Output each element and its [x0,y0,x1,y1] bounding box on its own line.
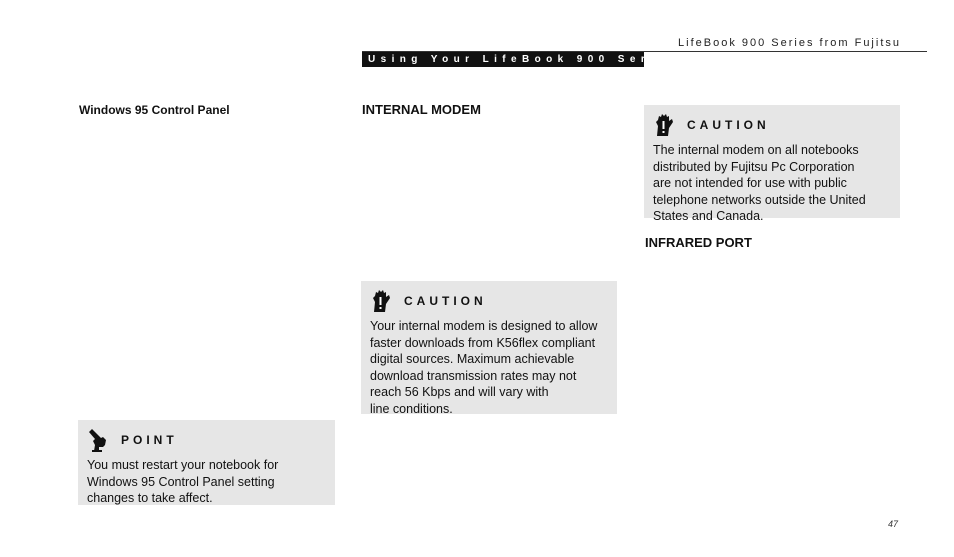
note-line: are not intended for use with public [653,176,847,190]
caution-hand-icon [370,289,392,313]
running-header-title: LifeBook 900 Series from Fujitsu [678,37,901,49]
note-line: The internal modem on all notebooks [653,143,859,157]
note-line: Windows 95 Control Panel setting [87,474,275,489]
page-number: 47 [887,519,898,529]
note-line: changes to take affect. [87,491,213,505]
note-line: line conditions. [370,401,453,416]
caution-note-international [644,105,900,223]
caution-hand-icon [653,113,675,137]
note-body [370,318,609,417]
note-line: Your internal modem is designed to allow [370,319,598,333]
note-line: digital sources. Maximum achievable [370,352,575,366]
note-line: States and Canada. [653,209,764,223]
point-note [78,420,335,505]
note-header [653,112,892,138]
note-line: download transmission rates may not [370,368,577,383]
section-bar: Using Your LifeBook 900 Series [362,52,644,67]
note-body [87,457,327,507]
note-line: distributed by Fujitsu Pc Corporation [653,159,855,174]
note-title: POINT [121,433,178,447]
note-line: telephone networks outside the United [653,192,866,207]
note-title: CAUTION [687,118,770,132]
note-line: faster downloads from K56flex compliant [370,335,596,350]
note-body [653,142,892,225]
internal-modem-heading: INTERNAL MODEM [362,102,481,117]
note-header [370,288,609,314]
control-panel-heading: Windows 95 Control Panel [79,103,230,117]
note-header [87,427,327,453]
pointing-hand-icon [87,428,109,452]
note-line: reach 56 Kbps and will vary with [370,385,549,399]
note-title: CAUTION [404,294,487,308]
caution-note-modem [361,281,617,414]
infrared-port-heading: INFRARED PORT [645,235,752,250]
note-line: You must restart your notebook for [87,458,279,472]
